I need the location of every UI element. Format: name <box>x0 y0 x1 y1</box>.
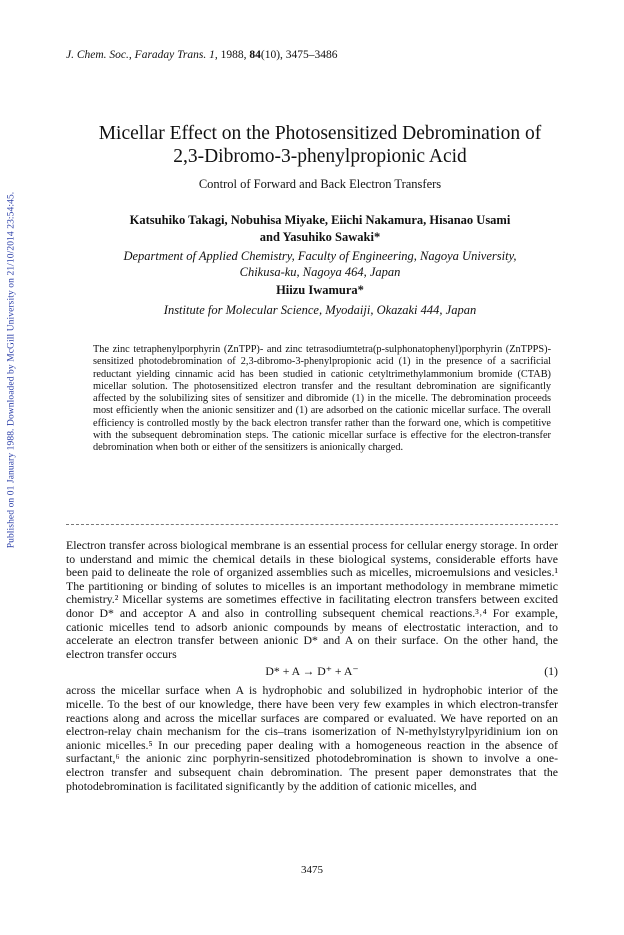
body-paragraph-1: Electron transfer across biological membrane is an essential process for cellular energy storage. In order to understand and mimic the chemical details in these biological systems, considerable efforts have been paid to delineate the role of organized assemblies such as micelles, microemulsions and vesicles.¹ The partitioning or binding of solutes to micelles is an important methodology in membrane mimetic chemistry.² Micellar systems are sometimes effective in facilitating electron transfers between excited donor D* and acceptor A and also in controlling subsequent chemical reactions.³˒⁴ For example, cationic micelles tend to adsorb anionic compounds by means of electrostatic interaction, and to accelerate an electron transfer between anionic D* and A on their surface. On the other hand, the electron transfer occurs <box>66 538 558 661</box>
equation-1 <box>66 665 558 681</box>
paper-title-line-2: 2,3-Dibromo-3-phenylpropionic Acid <box>173 146 467 167</box>
affiliation-ims: Institute for Molecular Science, Myodaiji, Okazaki 444, Japan <box>163 303 477 317</box>
abstract: The zinc tetraphenylporphyrin (ZnTPP)- and zinc tetrasodiumtetra(p-sulphonatophenyl)porphyrin (ZnTPPS)-sensitized photodebromination of 2,3-dibromo-3-phenylpropionic acid (1) in the presence of a sacrificial reductant yielding cinnamic acid has been studied in cationic cetyltrimethylammonium bromide (CTAB) micellar solution. The photosensitized electron transfer and the resultant debromination are significantly affected by the solubilizing sites of sensitizer and dibromide (1) in the micelle. The debromination proceeds most efficiently when the anionic sensitizer and (1) are adsorbed on the cationic micellar surface. The overall efficiency is controlled mostly by the back electron transfer rather than the forward one, which is competitive with the subsequent debromination steps. The cationic micellar surface is effective for the electron-transfer debromination when both or either of the sensitizers is anionically charged. <box>93 344 551 454</box>
abstract-divider <box>66 524 558 525</box>
paper-title <box>60 122 580 168</box>
journal-volume: 84 <box>249 49 261 61</box>
equation-number: (1) <box>544 664 558 679</box>
second-author: Hiizu Iwamura* <box>276 283 364 297</box>
paper-subtitle: Control of Forward and Back Electron Transfers <box>198 177 442 191</box>
author-list-line-1: Katsuhiko Takagi, Nobuhisa Miyake, Eiichi Nakamura, Hisanao Usami <box>129 213 511 227</box>
journal-issue-pages: (10), 3475–3486 <box>260 49 338 61</box>
download-watermark <box>4 150 18 590</box>
download-watermark-text: Published on 01 January 1988. Downloaded by McGill University on 21/10/2014 23:54:45. <box>6 191 17 549</box>
author-list-line-2: and Yasuhiko Sawaki* <box>259 230 381 244</box>
paper-title-line-1: Micellar Effect on the Photosensitized Debromination of <box>98 123 542 144</box>
affiliation-nagoya <box>60 248 580 280</box>
affiliation-nagoya-line-1: Department of Applied Chemistry, Faculty of Engineering, Nagoya University, <box>123 249 517 263</box>
author-list <box>60 212 580 246</box>
affiliation-nagoya-line-2: Chikusa-ku, Nagoya 464, Japan <box>239 265 401 279</box>
body-paragraph-2: across the micellar surface when A is hydrophobic and solubilized in hydrophobic interior of the micelle. To the best of our knowledge, there have been very few examples in which electron-transfer reactions along and across the micellar surfaces are compared or evaluated. We have reported on an electron-relay chain mechanism for the cis–trans isomerization of N-methylstyrylpyridinium ion on anionic micelles.⁵ In our preceding paper dealing with a homogeneous reaction in the absence of surfactant,⁶ the anionic zinc porphyrin-sensitized photodebromination is shown to involve a one-electron transfer and subsequent chain debromination. The present paper demonstrates that the photodebromination is facilitated significantly by the addition of cationic micelles, and <box>66 683 558 793</box>
journal-name: J. Chem. Soc., Faraday Trans. 1, <box>66 49 218 61</box>
journal-citation <box>66 49 338 61</box>
journal-year: 1988, <box>217 49 250 61</box>
body-text <box>66 539 558 793</box>
page-number: 3475 <box>301 864 323 876</box>
equation-expression: D* + A → D⁺ + A⁻ <box>265 664 359 679</box>
